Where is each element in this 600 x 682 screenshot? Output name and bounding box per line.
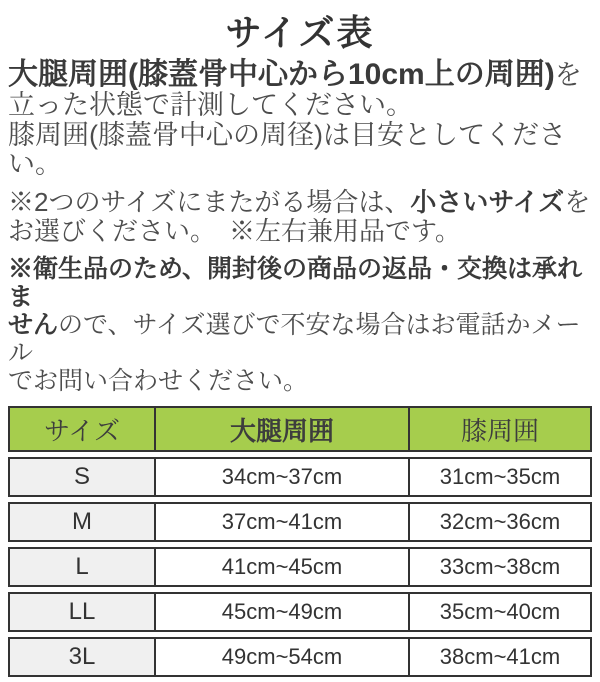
knee-cell: 32cm~36cm [408, 502, 592, 542]
header-cell-size: サイズ [8, 406, 154, 452]
thigh-cell: 37cm~41cm [154, 502, 408, 542]
knee-cell: 31cm~35cm [408, 457, 592, 497]
text-run: お選びください。 ※左右兼用品です。 [8, 215, 461, 246]
table-row [8, 502, 592, 542]
paragraph-size-selection-note [8, 188, 592, 246]
text-run: 小さいサイズ [410, 186, 565, 217]
knee-cell: 35cm~40cm [408, 592, 592, 632]
size-table-body [8, 457, 592, 677]
page-title: サイズ表 [225, 12, 375, 53]
header-row [8, 406, 592, 452]
header-cell-thigh: 大腿周囲 [154, 406, 408, 452]
knee-cell: 38cm~41cm [408, 637, 592, 677]
size-cell: 3L [8, 637, 154, 677]
thigh-cell: 45cm~49cm [154, 592, 408, 632]
thigh-cell: 34cm~37cm [154, 457, 408, 497]
table-row [8, 457, 592, 497]
size-cell: LL [8, 592, 154, 632]
paragraph-measurement-instruction [8, 59, 592, 179]
text-run: せん [8, 311, 59, 340]
text-run: 立った状態で計測してください。 [8, 90, 413, 121]
size-table-header [8, 406, 592, 452]
knee-cell: 33cm~38cm [408, 547, 592, 587]
size-cell: M [8, 502, 154, 542]
text-run: 大腿周囲(膝蓋骨中心から10cm上の周囲) [8, 58, 555, 91]
text-run: を [554, 60, 582, 90]
size-cell: L [8, 547, 154, 587]
paragraph-hygiene-return-policy [8, 255, 592, 395]
table-row [8, 637, 592, 677]
table-row [8, 592, 592, 632]
header-cell-knee: 膝周囲 [408, 406, 592, 452]
text-run: 膝周囲(膝蓋骨中心の周径)は目安としてください。 [8, 119, 566, 179]
text-run: ※衛生品のため、開封後の商品の返品・交換は承れま [8, 255, 583, 312]
text-run: を [564, 186, 591, 217]
size-cell: S [8, 457, 154, 497]
thigh-cell: 49cm~54cm [154, 637, 408, 677]
table-row [8, 547, 592, 587]
thigh-cell: 41cm~45cm [154, 547, 408, 587]
text-run: ので、サイズ選びで不安な場合はお電話かメール [8, 311, 581, 368]
text-run: ※2つのサイズにまたがる場合は、 [8, 186, 411, 217]
size-table [8, 401, 592, 682]
text-run: でお問い合わせください。 [8, 367, 309, 396]
